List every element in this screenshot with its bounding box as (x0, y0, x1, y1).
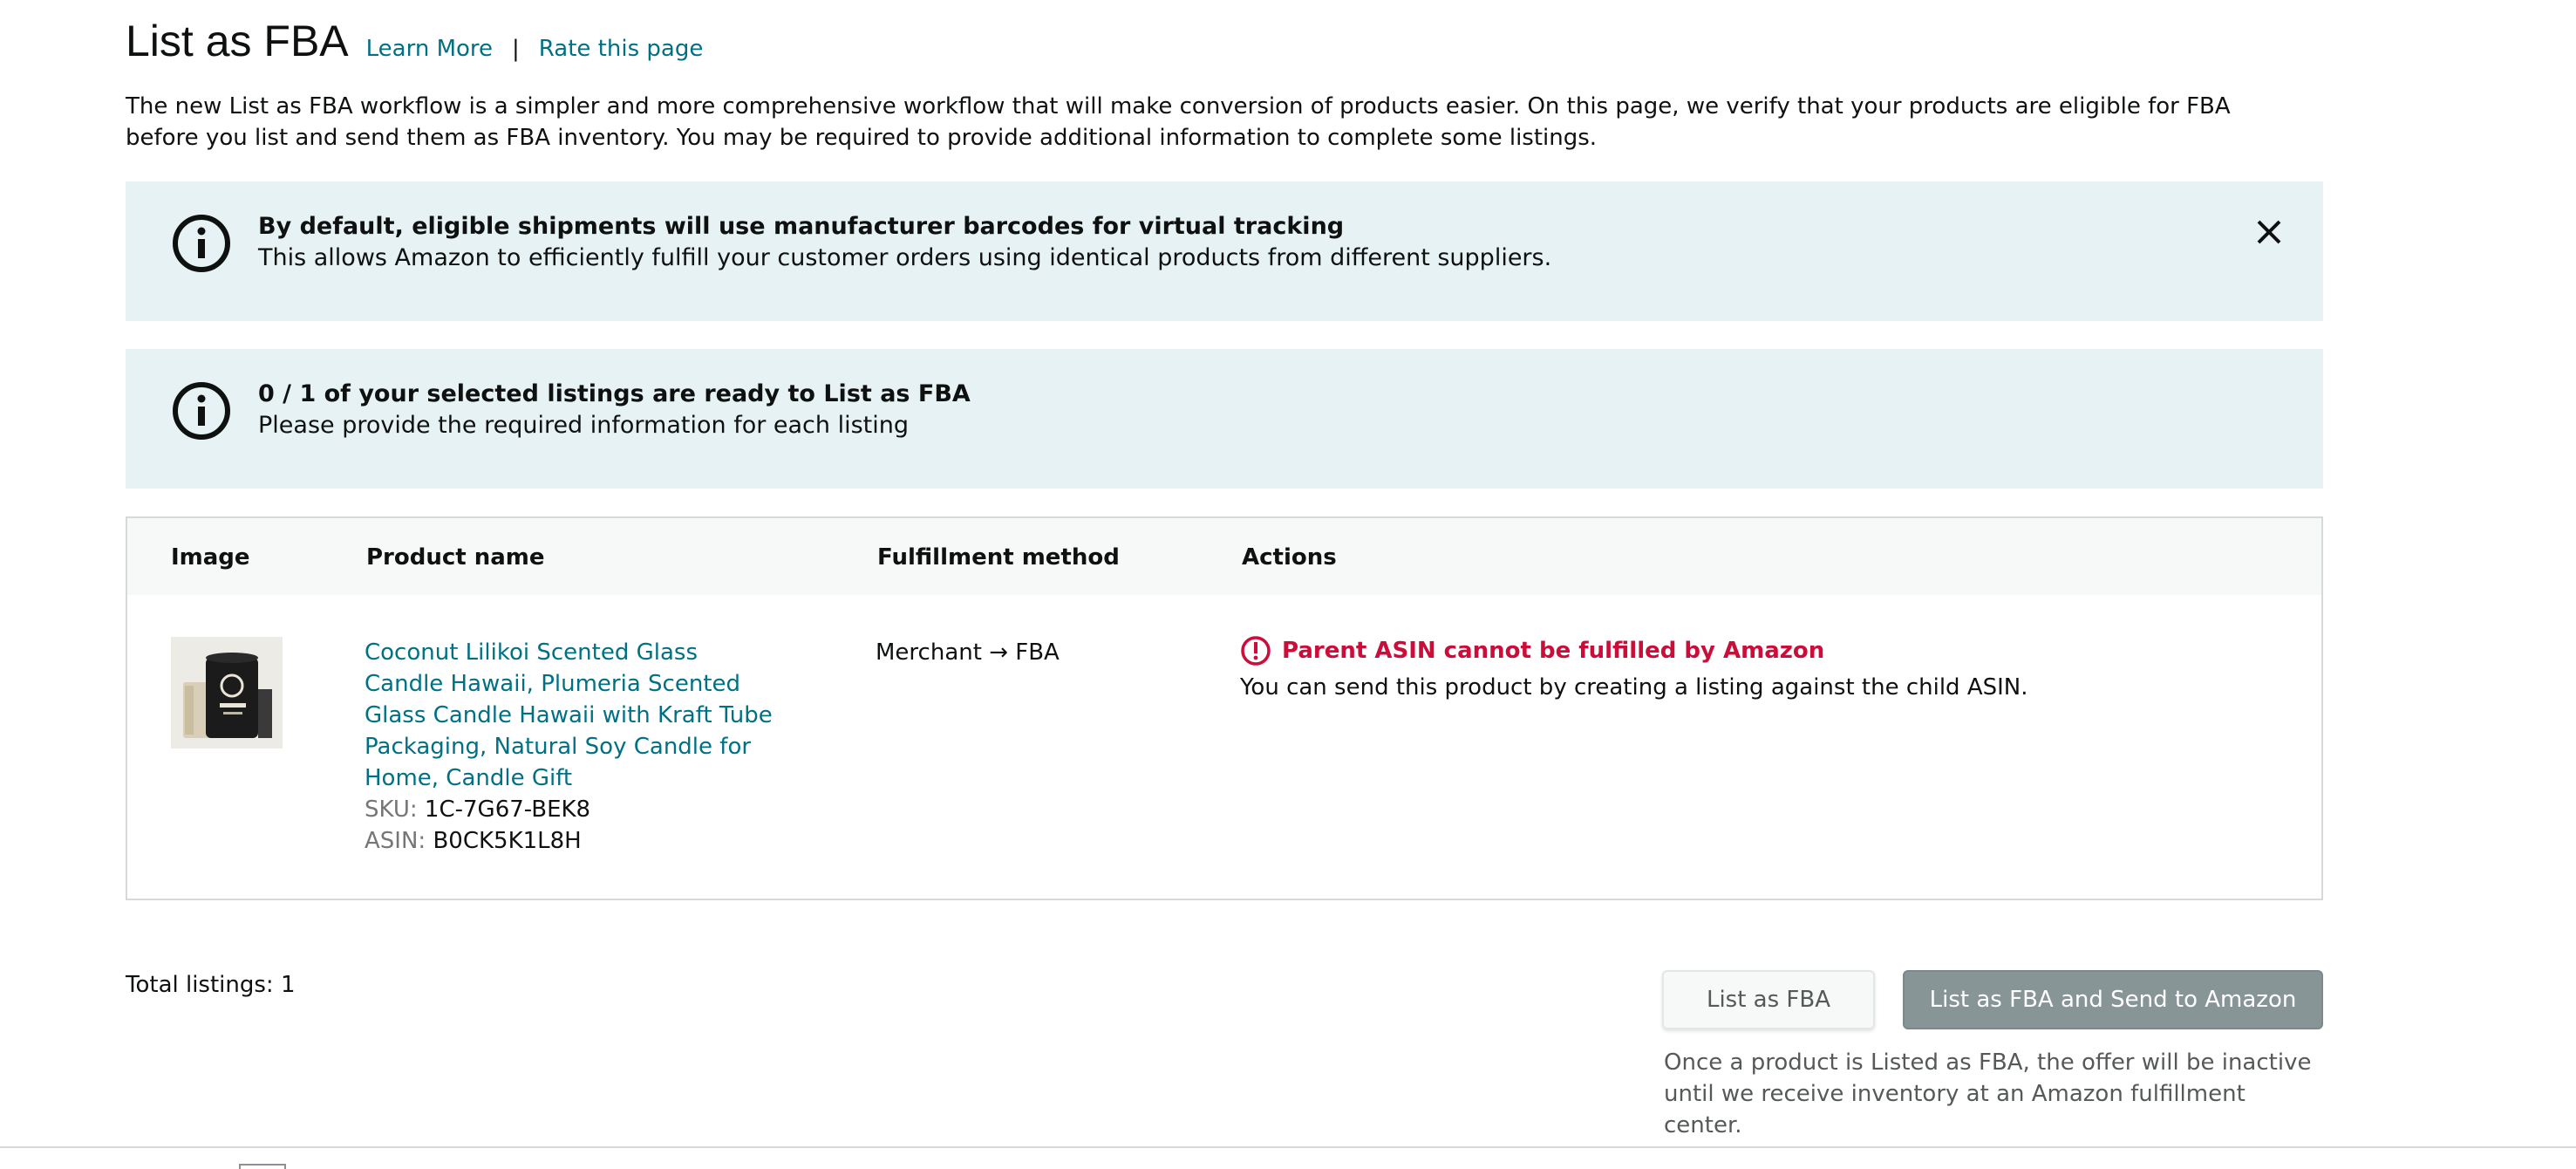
alert-message: This allows Amazon to efficiently fulfill your customer orders using identical products from different suppliers. (258, 244, 1552, 271)
sku-value: 1C-7G67-BEK8 (424, 796, 591, 823)
listings-table (126, 516, 2323, 900)
intro-text: The new List as FBA workflow is a simpler and more comprehensive workflow that will make conversion of products easier. On this page, we verify that your products are eligible for FBA before you list and send them as FBA inventory. You may be required to provide additional information to complete some listings. (126, 93, 2231, 151)
product-name-link[interactable]: Coconut Lilikoi Scented Glass Candle Hawaii, Plumeria Scented Glass Candle Hawaii with Kraft Tube Packaging, Natural Soy Candle for Home, Candle Gift (365, 639, 773, 791)
inactive-offer-note: Once a product is Listed as FBA, the offer will be inactive until we receive inventory at an Amazon fulfillment center. (1664, 1049, 2312, 1138)
product-name-cell (365, 637, 774, 857)
sku-line (365, 794, 774, 825)
title-row (126, 16, 703, 66)
page-title: List as FBA (126, 17, 349, 65)
asin-line (365, 825, 774, 857)
product-image[interactable] (171, 637, 283, 749)
table-header (127, 518, 2321, 595)
alert-title: 0 / 1 of your selected listings are ready to List as FBA (258, 380, 971, 407)
asin-label: ASIN: (365, 828, 426, 854)
total-listings: Total listings: 1 (126, 972, 296, 998)
alert-text (258, 379, 971, 441)
error-title: Parent ASIN cannot be fulfilled by Amazon (1282, 638, 1825, 664)
title-separator: | (512, 36, 520, 62)
list-as-fba-button[interactable]: List as FBA (1662, 970, 1875, 1029)
close-icon[interactable] (2253, 216, 2285, 248)
barcode-info-alert (126, 181, 2323, 321)
footer-element-fragment (239, 1164, 286, 1169)
sku-label: SKU: (365, 796, 418, 823)
error-status (1240, 635, 1824, 667)
column-header-image: Image (171, 544, 250, 571)
asin-value: B0CK5K1L8H (433, 828, 582, 854)
fulfillment-method-value: Merchant → FBA (876, 639, 1060, 666)
ready-status-alert (126, 349, 2323, 489)
footer-divider (0, 1146, 2576, 1148)
alert-text (258, 211, 1551, 274)
column-header-actions: Actions (1242, 544, 1337, 571)
alert-message: Please provide the required information for each listing (258, 412, 910, 439)
list-and-send-button[interactable]: List as FBA and Send to Amazon (1903, 970, 2323, 1029)
column-header-product-name: Product name (366, 544, 545, 571)
candle-product-illustration (171, 637, 283, 749)
error-alert-icon (1240, 635, 1271, 667)
info-icon (171, 213, 232, 274)
alert-title: By default, eligible shipments will use manufacturer barcodes for virtual tracking (258, 213, 1345, 240)
column-header-fulfillment: Fulfillment method (877, 544, 1120, 571)
learn-more-link[interactable]: Learn More (365, 36, 494, 62)
rate-page-link[interactable]: Rate this page (538, 36, 704, 62)
info-icon (171, 380, 232, 441)
error-message: You can send this product by creating a listing against the child ASIN. (1240, 674, 2028, 701)
